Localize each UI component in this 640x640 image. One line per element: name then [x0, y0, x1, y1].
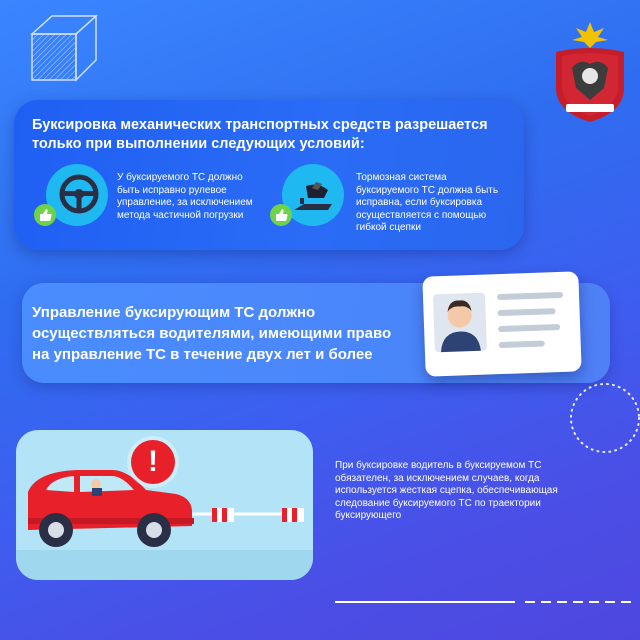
thumbs-up-icon: [34, 204, 56, 226]
dashed-lines-decoration: [335, 596, 635, 608]
driver-license-icon: [422, 271, 581, 376]
alert-icon: !: [131, 440, 175, 484]
steering-condition-text: У буксируемого ТС должно быть исправно рулевое управление, за исключением метода частичной погрузки: [117, 172, 253, 221]
dotted-circle-decoration: [565, 378, 640, 458]
cube-outline-icon: [26, 12, 100, 86]
police-emblem-icon: [550, 18, 630, 126]
driver-experience-title: Управление буксирующим ТС должно осуществляться водителями, имеющими право на управление ТС в течение двух лет и более: [32, 304, 392, 363]
conditions-title: Буксировка механических транспортных средств разрешается только при выполнении следующих условий:: [32, 117, 488, 152]
brake-condition-text: Тормозная система буксируемого ТС должна быть исправна, если буксировка осуществляется с помощью гибкой сцепки: [356, 172, 499, 233]
towed-driver-text: При буксировке водитель в буксируемом ТС обязателен, за исключением случаев, когда используется жесткая сцепка, обеспечивающая следование буксируемого ТС по траектории буксирующего: [335, 460, 558, 521]
thumbs-up-icon: [270, 204, 292, 226]
